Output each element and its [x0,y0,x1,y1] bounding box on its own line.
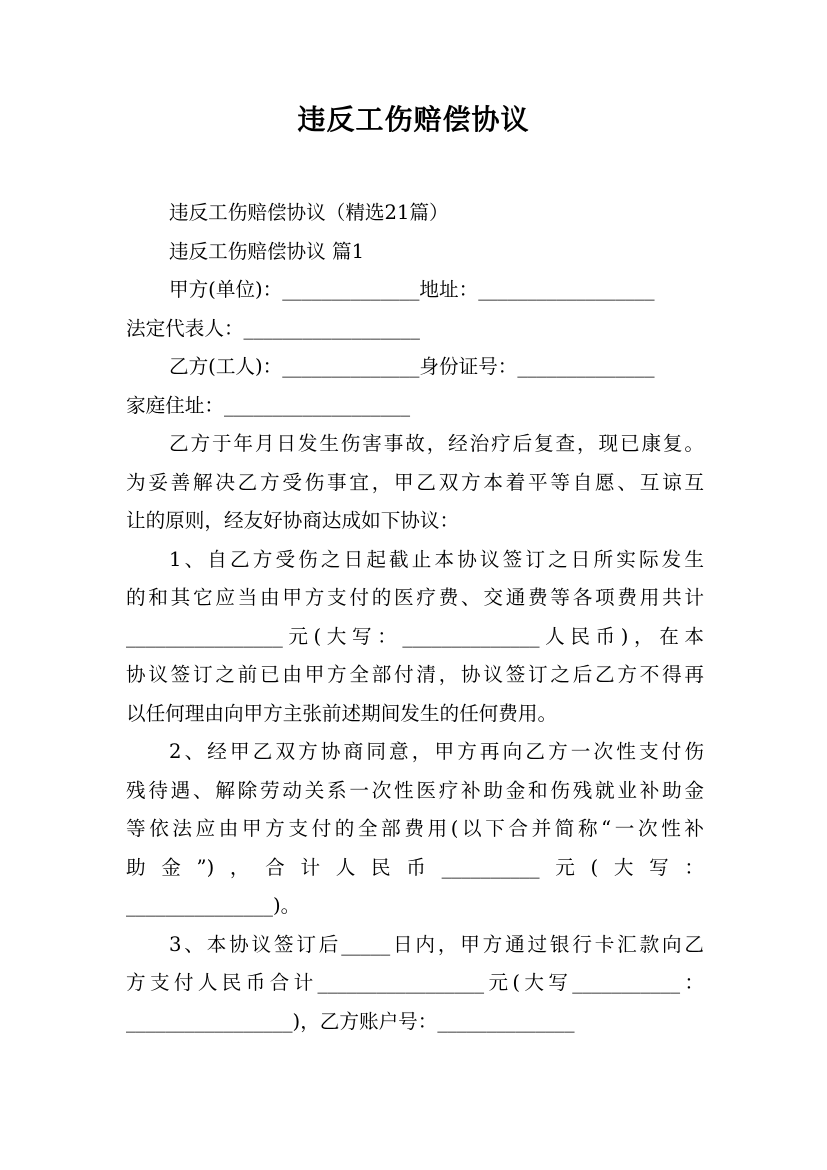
subtitle-line: 违反工伤赔偿协议（精选21篇） [169,201,449,224]
clause-3-line-3: _________________)，乙方账户号：______________ [126,1009,575,1033]
clause-2-line-5: _______________)。 [126,894,301,917]
clause-1-line-2: 的和其它应当由甲方支付的医疗费、交通费等各项费用共计 [126,586,704,609]
clause-3-line-1: 3、本协议签订后_____日内，甲方通过银行卡汇款向乙 [169,932,704,956]
clause-1-line-5: 以任何理由向甲方主张前述期间发生的任何费用。 [126,701,558,725]
paragraph-intro-line-2: 为妥善解决乙方受伤事宜，甲乙双方本着平等自愿、互谅互 [126,470,704,494]
clause-1-line-1: 1、自乙方受伤之日起截止本协议签订之日所实际发生 [169,547,704,571]
paragraph-intro-line-3: 让的原则，经友好协商达成如下协议： [126,509,460,532]
paragraph-intro-line-1: 乙方于年月日发生伤害事故，经治疗后复查，现已康复。 [169,432,704,455]
clause-1-line-4: 协议签订之前已由甲方全部付清，协议签订之后乙方不得再 [126,663,704,686]
section-heading: 违反工伤赔偿协议 篇1 [169,239,365,263]
clause-3-line-2: 方支付人民币合计_________________元(大写___________： [126,971,704,994]
legal-representative-line: 法定代表人：__________________ [126,316,420,340]
clause-2-line-3: 等依法应由甲方支付的全部费用(以下合并简称“一次性补 [126,817,704,840]
document-body [126,194,704,1041]
clause-1-line-3: ________________元(大写：______________人民币)，在本 [126,624,704,648]
party-a-line: 甲方(单位)：______________地址：__________________ [169,278,655,301]
clause-2-line-1: 2、经甲乙双方协商同意，甲方再向乙方一次性支付伤 [169,740,704,763]
clause-2-line-4: 助金”)，合计人民币__________元(大写： [126,855,704,879]
home-address-line: 家庭住址：___________________ [126,393,411,417]
document-title: 违反工伤赔偿协议 [297,103,530,136]
clause-2-line-2: 残待遇、解除劳动关系一次性医疗补助金和伤残就业补助金 [126,778,704,802]
party-b-line: 乙方(工人)：______________身份证号：______________ [169,355,655,378]
